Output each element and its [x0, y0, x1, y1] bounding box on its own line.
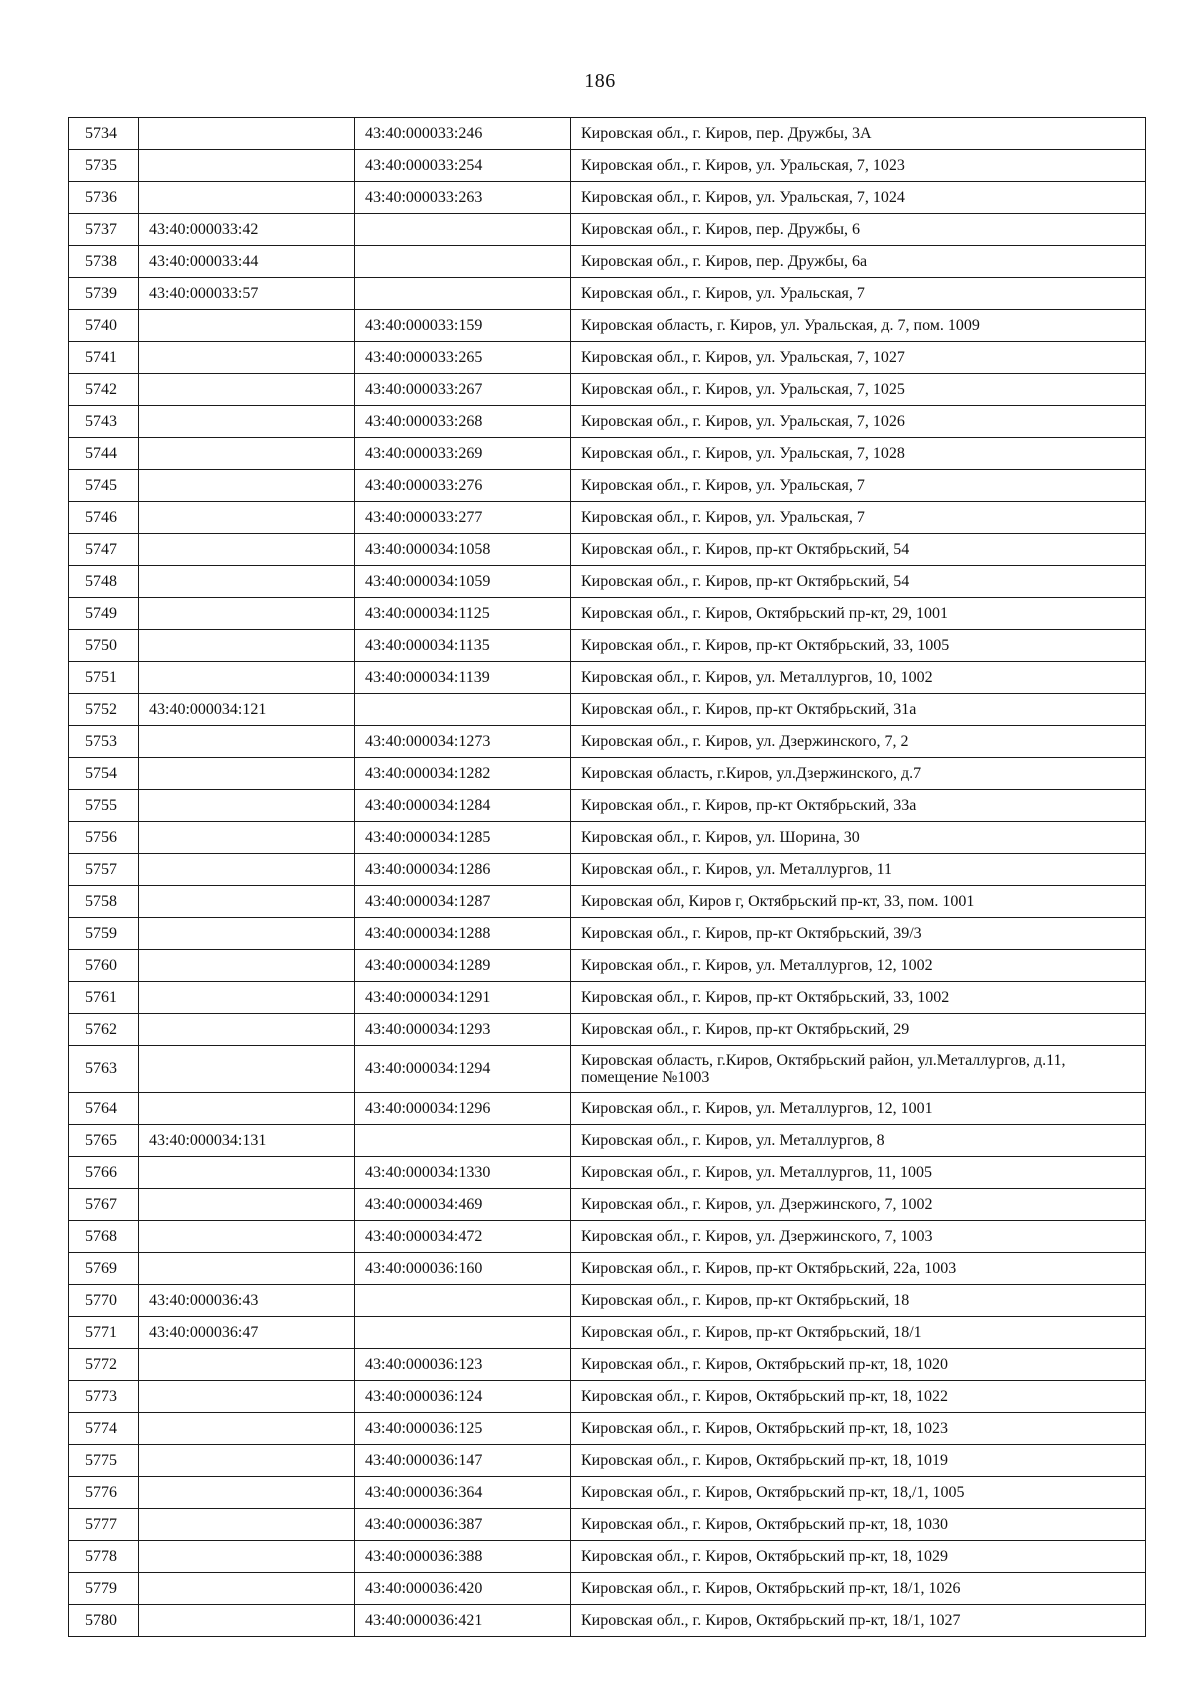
premises-cadastral-number-cell: 43:40:000034:1282 — [355, 758, 571, 790]
row-number-cell: 5763 — [69, 1046, 139, 1093]
address-cell: Кировская обл., г. Киров, Октябрьский пр-кт, 18, 1023 — [571, 1413, 1146, 1445]
premises-cadastral-number-cell: 43:40:000036:387 — [355, 1509, 571, 1541]
row-number-cell: 5736 — [69, 182, 139, 214]
address-cell: Кировская обл., г. Киров, ул. Уральская, 7, 1024 — [571, 182, 1146, 214]
cadastral-number-cell — [139, 1221, 355, 1253]
address-cell: Кировская обл., г. Киров, Октябрьский пр-кт, 18, 1019 — [571, 1445, 1146, 1477]
row-number-cell: 5761 — [69, 982, 139, 1014]
premises-cadastral-number-cell — [355, 278, 571, 310]
table-row — [69, 1014, 1146, 1046]
address-cell: Кировская обл., г. Киров, пр-кт Октябрьский, 31а — [571, 694, 1146, 726]
table-row — [69, 182, 1146, 214]
address-cell: Кировская обл., г. Киров, Октябрьский пр-кт, 18/1, 1026 — [571, 1573, 1146, 1605]
address-cell: Кировская область, г. Киров, ул. Уральская, д. 7, пом. 1009 — [571, 310, 1146, 342]
premises-cadastral-number-cell: 43:40:000033:246 — [355, 118, 571, 150]
cadastral-number-cell — [139, 406, 355, 438]
cadastral-number-cell: 43:40:000034:131 — [139, 1125, 355, 1157]
address-cell: Кировская обл., г. Киров, Октябрьский пр-кт, 18,/1, 1005 — [571, 1477, 1146, 1509]
address-cell: Кировская обл., г. Киров, ул. Шорина, 30 — [571, 822, 1146, 854]
row-number-cell: 5779 — [69, 1573, 139, 1605]
row-number-cell: 5760 — [69, 950, 139, 982]
row-number-cell: 5767 — [69, 1189, 139, 1221]
cadastral-number-cell — [139, 918, 355, 950]
address-cell: Кировская обл., г. Киров, ул. Дзержинского, 7, 1002 — [571, 1189, 1146, 1221]
table-row — [69, 470, 1146, 502]
address-cell: Кировская обл., г. Киров, Октябрьский пр-кт, 18, 1020 — [571, 1349, 1146, 1381]
table-row — [69, 566, 1146, 598]
address-cell: Кировская обл., г. Киров, пр-кт Октябрьский, 54 — [571, 566, 1146, 598]
row-number-cell: 5772 — [69, 1349, 139, 1381]
cadastral-number-cell — [139, 1445, 355, 1477]
cadastral-number-cell — [139, 1381, 355, 1413]
address-cell: Кировская обл., г. Киров, ул. Уральская, 7, 1026 — [571, 406, 1146, 438]
address-cell: Кировская обл., г. Киров, ул. Металлургов, 12, 1001 — [571, 1093, 1146, 1125]
table-row — [69, 694, 1146, 726]
premises-cadastral-number-cell: 43:40:000034:1287 — [355, 886, 571, 918]
address-cell: Кировская обл., г. Киров, пр-кт Октябрьский, 33а — [571, 790, 1146, 822]
address-cell: Кировская обл., г. Киров, пер. Дружбы, 6 — [571, 214, 1146, 246]
premises-cadastral-number-cell: 43:40:000034:1125 — [355, 598, 571, 630]
row-number-cell: 5758 — [69, 886, 139, 918]
premises-cadastral-number-cell: 43:40:000036:421 — [355, 1605, 571, 1637]
row-number-cell: 5742 — [69, 374, 139, 406]
address-cell: Кировская обл., г. Киров, ул. Уральская, 7, 1028 — [571, 438, 1146, 470]
premises-cadastral-number-cell — [355, 694, 571, 726]
premises-cadastral-number-cell: 43:40:000036:124 — [355, 1381, 571, 1413]
table-row — [69, 662, 1146, 694]
table-row — [69, 1541, 1146, 1573]
row-number-cell: 5738 — [69, 246, 139, 278]
table-row — [69, 502, 1146, 534]
address-cell: Кировская область, г.Киров, ул.Дзержинского, д.7 — [571, 758, 1146, 790]
premises-cadastral-number-cell: 43:40:000034:1135 — [355, 630, 571, 662]
row-number-cell: 5744 — [69, 438, 139, 470]
premises-cadastral-number-cell: 43:40:000034:1330 — [355, 1157, 571, 1189]
premises-cadastral-number-cell: 43:40:000033:277 — [355, 502, 571, 534]
address-cell: Кировская обл., г. Киров, пер. Дружбы, 6а — [571, 246, 1146, 278]
table-row — [69, 1445, 1146, 1477]
row-number-cell: 5752 — [69, 694, 139, 726]
row-number-cell: 5773 — [69, 1381, 139, 1413]
table-row — [69, 854, 1146, 886]
cadastral-number-cell — [139, 1093, 355, 1125]
premises-cadastral-number-cell: 43:40:000036:420 — [355, 1573, 571, 1605]
premises-cadastral-number-cell — [355, 246, 571, 278]
table-row — [69, 822, 1146, 854]
cadastral-number-cell — [139, 1605, 355, 1637]
premises-cadastral-number-cell — [355, 214, 571, 246]
table-row — [69, 1253, 1146, 1285]
address-cell: Кировская обл., г. Киров, Октябрьский пр-кт, 29, 1001 — [571, 598, 1146, 630]
row-number-cell: 5771 — [69, 1317, 139, 1349]
table-row — [69, 1157, 1146, 1189]
cadastral-number-cell — [139, 1509, 355, 1541]
cadastral-number-cell — [139, 854, 355, 886]
address-cell: Кировская обл., г. Киров, пр-кт Октябрьский, 18 — [571, 1285, 1146, 1317]
row-number-cell: 5774 — [69, 1413, 139, 1445]
cadastral-number-cell — [139, 1189, 355, 1221]
address-cell: Кировская обл, Киров г, Октябрьский пр-кт, 33, пом. 1001 — [571, 886, 1146, 918]
cadastral-number-cell — [139, 662, 355, 694]
row-number-cell: 5735 — [69, 150, 139, 182]
address-cell: Кировская обл., г. Киров, пр-кт Октябрьский, 18/1 — [571, 1317, 1146, 1349]
row-number-cell: 5768 — [69, 1221, 139, 1253]
table-row — [69, 886, 1146, 918]
row-number-cell: 5778 — [69, 1541, 139, 1573]
row-number-cell: 5769 — [69, 1253, 139, 1285]
address-cell: Кировская обл., г. Киров, пр-кт Октябрьский, 29 — [571, 1014, 1146, 1046]
address-cell: Кировская область, г.Киров, Октябрьский район, ул.Металлургов, д.11, помещение №1003 — [571, 1046, 1146, 1093]
premises-cadastral-number-cell: 43:40:000033:254 — [355, 150, 571, 182]
row-number-cell: 5776 — [69, 1477, 139, 1509]
cadastral-number-cell — [139, 1573, 355, 1605]
row-number-cell: 5757 — [69, 854, 139, 886]
table-row — [69, 598, 1146, 630]
table-row — [69, 310, 1146, 342]
row-number-cell: 5753 — [69, 726, 139, 758]
cadastral-number-cell — [139, 1413, 355, 1445]
page-number: 186 — [584, 70, 616, 92]
table-row — [69, 150, 1146, 182]
table-row — [69, 950, 1146, 982]
cadastral-number-cell — [139, 566, 355, 598]
cadastral-number-cell: 43:40:000036:47 — [139, 1317, 355, 1349]
row-number-cell: 5748 — [69, 566, 139, 598]
table-row — [69, 1509, 1146, 1541]
table-row — [69, 1477, 1146, 1509]
premises-cadastral-number-cell: 43:40:000034:1291 — [355, 982, 571, 1014]
premises-cadastral-number-cell: 43:40:000033:276 — [355, 470, 571, 502]
table-row — [69, 342, 1146, 374]
premises-cadastral-number-cell: 43:40:000034:472 — [355, 1221, 571, 1253]
cadastral-number-cell — [139, 118, 355, 150]
address-cell: Кировская обл., г. Киров, ул. Металлургов, 10, 1002 — [571, 662, 1146, 694]
address-cell: Кировская обл., г. Киров, ул. Дзержинского, 7, 1003 — [571, 1221, 1146, 1253]
cadastral-number-cell — [139, 534, 355, 566]
cadastral-number-cell: 43:40:000033:42 — [139, 214, 355, 246]
table-row — [69, 758, 1146, 790]
address-cell: Кировская обл., г. Киров, пер. Дружбы, 3А — [571, 118, 1146, 150]
row-number-cell: 5762 — [69, 1014, 139, 1046]
premises-cadastral-number-cell: 43:40:000034:469 — [355, 1189, 571, 1221]
premises-cadastral-number-cell: 43:40:000033:269 — [355, 438, 571, 470]
premises-cadastral-number-cell: 43:40:000036:388 — [355, 1541, 571, 1573]
table-row — [69, 214, 1146, 246]
cadastral-number-cell — [139, 1477, 355, 1509]
cadastral-number-cell — [139, 886, 355, 918]
premises-cadastral-number-cell: 43:40:000034:1139 — [355, 662, 571, 694]
cadastral-number-cell — [139, 1541, 355, 1573]
premises-cadastral-number-cell: 43:40:000036:125 — [355, 1413, 571, 1445]
table-row — [69, 246, 1146, 278]
table-row — [69, 1349, 1146, 1381]
row-number-cell: 5741 — [69, 342, 139, 374]
table-row — [69, 406, 1146, 438]
cadastral-number-cell: 43:40:000033:57 — [139, 278, 355, 310]
row-number-cell: 5754 — [69, 758, 139, 790]
row-number-cell: 5775 — [69, 1445, 139, 1477]
row-number-cell: 5755 — [69, 790, 139, 822]
table-row — [69, 534, 1146, 566]
premises-cadastral-number-cell: 43:40:000034:1296 — [355, 1093, 571, 1125]
cadastral-number-cell — [139, 470, 355, 502]
row-number-cell: 5765 — [69, 1125, 139, 1157]
cadastral-number-cell — [139, 1157, 355, 1189]
table-row — [69, 1573, 1146, 1605]
table-row — [69, 1605, 1146, 1637]
row-number-cell: 5756 — [69, 822, 139, 854]
premises-cadastral-number-cell: 43:40:000033:263 — [355, 182, 571, 214]
row-number-cell: 5746 — [69, 502, 139, 534]
address-cell: Кировская обл., г. Киров, ул. Уральская, 7, 1025 — [571, 374, 1146, 406]
address-cell: Кировская обл., г. Киров, ул. Уральская, 7 — [571, 502, 1146, 534]
row-number-cell: 5764 — [69, 1093, 139, 1125]
cadastral-number-cell: 43:40:000033:44 — [139, 246, 355, 278]
cadastral-number-cell — [139, 1253, 355, 1285]
table-row — [69, 118, 1146, 150]
premises-cadastral-number-cell: 43:40:000034:1286 — [355, 854, 571, 886]
row-number-cell: 5750 — [69, 630, 139, 662]
row-number-cell: 5759 — [69, 918, 139, 950]
cadastral-number-cell — [139, 726, 355, 758]
cadastral-number-cell — [139, 822, 355, 854]
table-row — [69, 1046, 1146, 1093]
table-row — [69, 630, 1146, 662]
cadastral-number-cell — [139, 310, 355, 342]
address-cell: Кировская обл., г. Киров, Октябрьский пр-кт, 18, 1029 — [571, 1541, 1146, 1573]
premises-cadastral-number-cell: 43:40:000033:267 — [355, 374, 571, 406]
table-row — [69, 1125, 1146, 1157]
premises-cadastral-number-cell: 43:40:000036:123 — [355, 1349, 571, 1381]
table-row — [69, 278, 1146, 310]
cadastral-number-cell — [139, 374, 355, 406]
premises-cadastral-number-cell: 43:40:000036:147 — [355, 1445, 571, 1477]
cadastral-number-cell — [139, 758, 355, 790]
row-number-cell: 5751 — [69, 662, 139, 694]
table-row — [69, 1413, 1146, 1445]
table-row — [69, 726, 1146, 758]
table-row — [69, 438, 1146, 470]
premises-cadastral-number-cell: 43:40:000033:268 — [355, 406, 571, 438]
cadastral-number-cell — [139, 438, 355, 470]
table-row — [69, 1381, 1146, 1413]
premises-cadastral-number-cell — [355, 1317, 571, 1349]
premises-cadastral-number-cell: 43:40:000033:265 — [355, 342, 571, 374]
row-number-cell: 5766 — [69, 1157, 139, 1189]
registry-table-body — [69, 118, 1146, 1637]
cadastral-number-cell — [139, 790, 355, 822]
premises-cadastral-number-cell: 43:40:000034:1288 — [355, 918, 571, 950]
premises-cadastral-number-cell: 43:40:000036:160 — [355, 1253, 571, 1285]
premises-cadastral-number-cell — [355, 1125, 571, 1157]
cadastral-number-cell — [139, 982, 355, 1014]
registry-table — [68, 117, 1146, 1637]
premises-cadastral-number-cell: 43:40:000033:159 — [355, 310, 571, 342]
cadastral-number-cell: 43:40:000034:121 — [139, 694, 355, 726]
premises-cadastral-number-cell: 43:40:000034:1293 — [355, 1014, 571, 1046]
address-cell: Кировская обл., г. Киров, ул. Металлургов, 11 — [571, 854, 1146, 886]
premises-cadastral-number-cell: 43:40:000034:1284 — [355, 790, 571, 822]
address-cell: Кировская обл., г. Киров, пр-кт Октябрьский, 33, 1005 — [571, 630, 1146, 662]
row-number-cell: 5780 — [69, 1605, 139, 1637]
address-cell: Кировская обл., г. Киров, ул. Металлургов, 12, 1002 — [571, 950, 1146, 982]
premises-cadastral-number-cell: 43:40:000034:1273 — [355, 726, 571, 758]
table-row — [69, 982, 1146, 1014]
cadastral-number-cell: 43:40:000036:43 — [139, 1285, 355, 1317]
premises-cadastral-number-cell: 43:40:000034:1289 — [355, 950, 571, 982]
table-row — [69, 374, 1146, 406]
table-row — [69, 1093, 1146, 1125]
premises-cadastral-number-cell: 43:40:000034:1059 — [355, 566, 571, 598]
premises-cadastral-number-cell: 43:40:000034:1285 — [355, 822, 571, 854]
address-cell: Кировская обл., г. Киров, пр-кт Октябрьский, 22а, 1003 — [571, 1253, 1146, 1285]
table-row — [69, 1221, 1146, 1253]
row-number-cell: 5770 — [69, 1285, 139, 1317]
cadastral-number-cell — [139, 630, 355, 662]
cadastral-number-cell — [139, 150, 355, 182]
table-row — [69, 1285, 1146, 1317]
row-number-cell: 5740 — [69, 310, 139, 342]
table-row — [69, 1317, 1146, 1349]
cadastral-number-cell — [139, 598, 355, 630]
address-cell: Кировская обл., г. Киров, ул. Уральская, 7, 1027 — [571, 342, 1146, 374]
address-cell: Кировская обл., г. Киров, Октябрьский пр-кт, 18, 1022 — [571, 1381, 1146, 1413]
cadastral-number-cell — [139, 342, 355, 374]
premises-cadastral-number-cell: 43:40:000036:364 — [355, 1477, 571, 1509]
address-cell: Кировская обл., г. Киров, ул. Металлургов, 8 — [571, 1125, 1146, 1157]
row-number-cell: 5777 — [69, 1509, 139, 1541]
cadastral-number-cell — [139, 950, 355, 982]
address-cell: Кировская обл., г. Киров, ул. Металлургов, 11, 1005 — [571, 1157, 1146, 1189]
row-number-cell: 5749 — [69, 598, 139, 630]
row-number-cell: 5747 — [69, 534, 139, 566]
table-row — [69, 918, 1146, 950]
row-number-cell: 5743 — [69, 406, 139, 438]
cadastral-number-cell — [139, 1349, 355, 1381]
cadastral-number-cell — [139, 1046, 355, 1093]
premises-cadastral-number-cell: 43:40:000034:1294 — [355, 1046, 571, 1093]
address-cell: Кировская обл., г. Киров, Октябрьский пр-кт, 18, 1030 — [571, 1509, 1146, 1541]
premises-cadastral-number-cell: 43:40:000034:1058 — [355, 534, 571, 566]
cadastral-number-cell — [139, 182, 355, 214]
address-cell: Кировская обл., г. Киров, ул. Уральская, 7, 1023 — [571, 150, 1146, 182]
table-row — [69, 1189, 1146, 1221]
row-number-cell: 5734 — [69, 118, 139, 150]
address-cell: Кировская обл., г. Киров, пр-кт Октябрьский, 33, 1002 — [571, 982, 1146, 1014]
table-row — [69, 790, 1146, 822]
row-number-cell: 5745 — [69, 470, 139, 502]
address-cell: Кировская обл., г. Киров, ул. Уральская, 7 — [571, 470, 1146, 502]
address-cell: Кировская обл., г. Киров, ул. Дзержинского, 7, 2 — [571, 726, 1146, 758]
address-cell: Кировская обл., г. Киров, пр-кт Октябрьский, 54 — [571, 534, 1146, 566]
address-cell: Кировская обл., г. Киров, Октябрьский пр-кт, 18/1, 1027 — [571, 1605, 1146, 1637]
premises-cadastral-number-cell — [355, 1285, 571, 1317]
row-number-cell: 5737 — [69, 214, 139, 246]
address-cell: Кировская обл., г. Киров, пр-кт Октябрьский, 39/3 — [571, 918, 1146, 950]
cadastral-number-cell — [139, 1014, 355, 1046]
row-number-cell: 5739 — [69, 278, 139, 310]
address-cell: Кировская обл., г. Киров, ул. Уральская, 7 — [571, 278, 1146, 310]
cadastral-number-cell — [139, 502, 355, 534]
